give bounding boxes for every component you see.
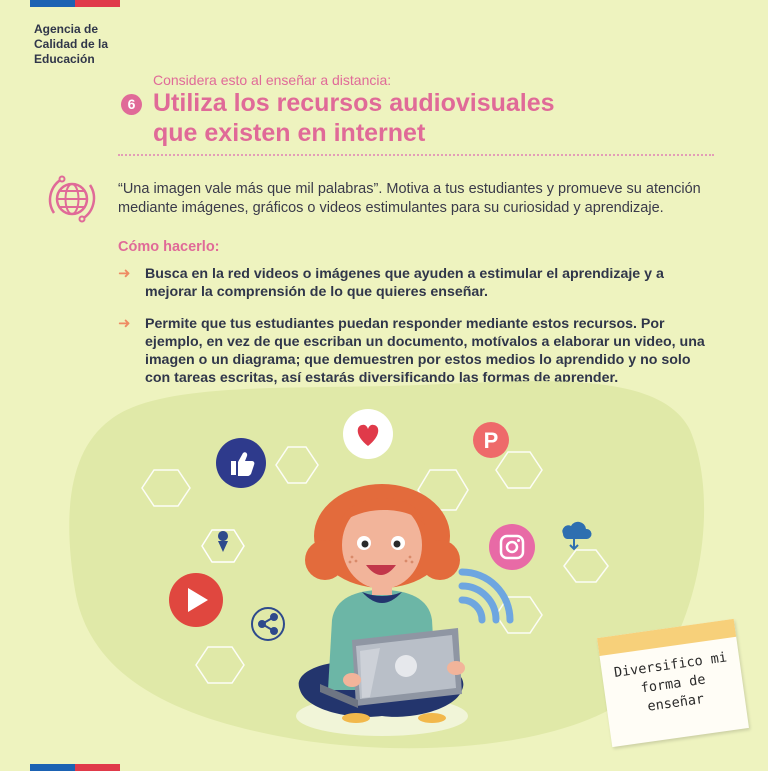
flag-bar-bottom xyxy=(30,764,120,771)
thumbs-up-icon xyxy=(216,438,266,488)
list-item xyxy=(118,265,718,301)
agency-logo-text: Agencia de Calidad de la Educación xyxy=(34,22,109,66)
page-title: Utiliza los recursos audiovisuales que existen en internet xyxy=(153,89,555,147)
arrow-right-icon: ➜ xyxy=(118,265,131,282)
list-item-text: Permite que tus estudiantes puedan responder mediante estos recursos. Por ejemplo, en vez de que escriban un documento, motívalos a elaborar un video, una imagen o un diagrama; que demuestren por estos medios lo aprendido y no solo con tareas escritas, así estarás diversificando las formas de aprender. xyxy=(145,316,705,386)
arrow-right-icon: ➜ xyxy=(118,315,131,332)
play-icon xyxy=(169,573,223,627)
sticky-note-text: Diversifico mi forma de enseñar xyxy=(613,649,728,715)
heart-icon xyxy=(343,409,393,459)
instagram-icon xyxy=(489,524,535,570)
step-number-badge: 6 xyxy=(121,94,142,115)
globe-icon xyxy=(40,167,104,231)
intro-paragraph: “Una imagen vale más que mil palabras”. Motiva a tus estudiantes y promueve su atención mediante imágenes, gráficos o videos estimulantes para su curiosidad y aprendizaje. xyxy=(118,181,701,216)
dotted-divider xyxy=(118,154,714,156)
list-item-text: Busca en la red videos o imágenes que ayuden a estimular el aprendizaje y a mejorar la comprensión de lo que quieres enseñar. xyxy=(145,266,664,300)
section-kicker: Considera esto al enseñar a distancia: xyxy=(153,72,392,88)
pinterest-icon xyxy=(473,422,509,458)
svg-text:P: P xyxy=(483,428,499,453)
sticky-note xyxy=(597,619,749,747)
how-to-heading: Cómo hacerlo: xyxy=(118,239,220,255)
flag-bar-top xyxy=(30,0,120,7)
